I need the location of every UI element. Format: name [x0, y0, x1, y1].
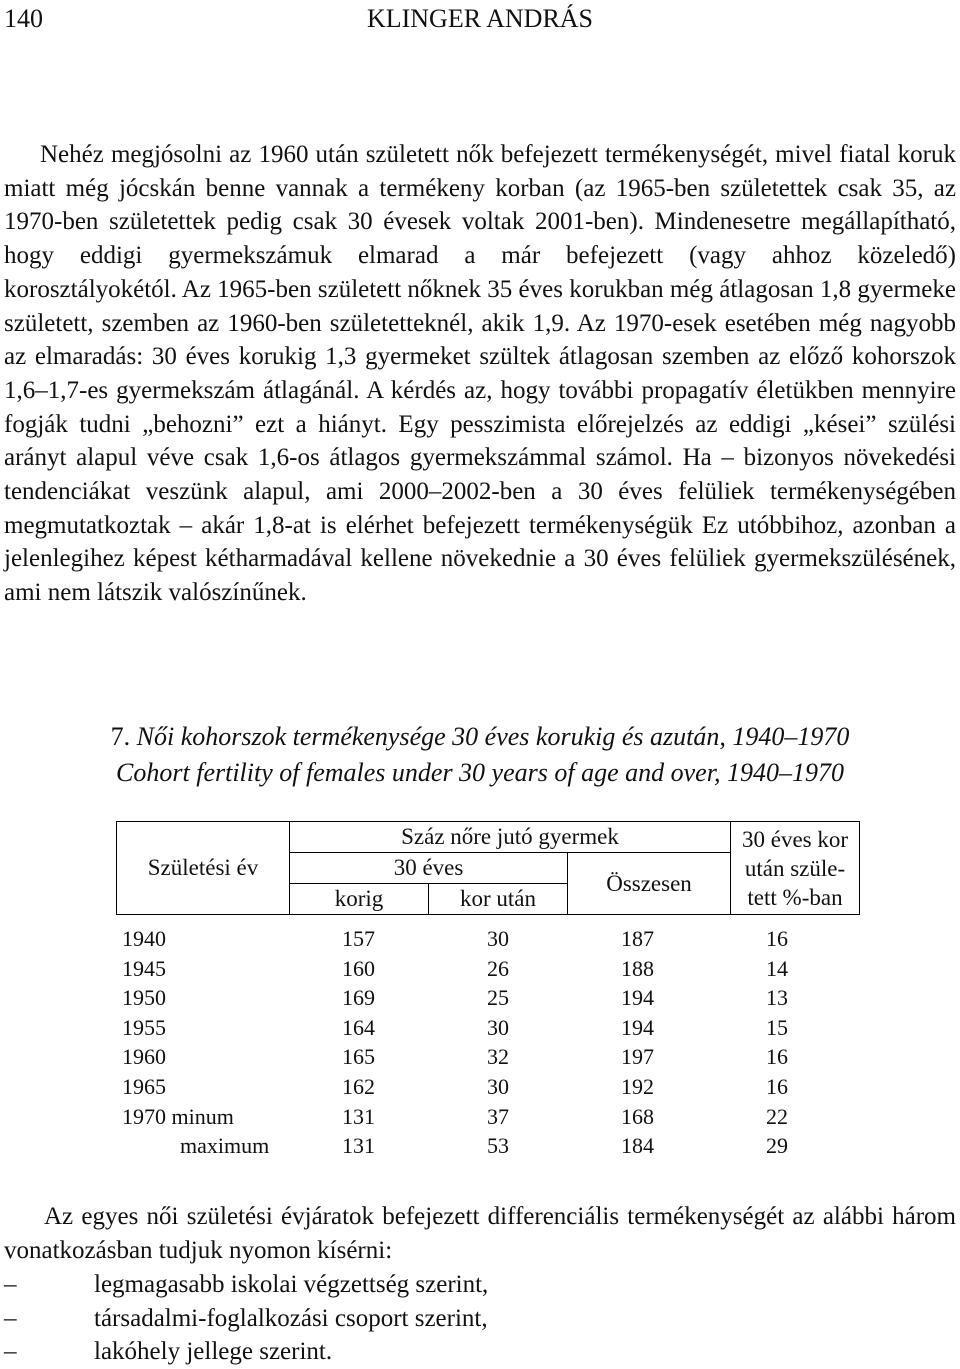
cell-after: 25	[487, 985, 509, 1011]
body-paragraph-1: Nehéz megjósolni az 1960 után született nők befejezett termékenységét, mivel fiatal koruk miatt még jócskán benne vannak a termékeny korban (az 1965-ben születettek csak 35, az 1970-ben születettek pedig csak 30 évesek voltak 2001-ben). Mindenesetre megállapítható, hogy eddigi gyermekszámuk elmarad a már befejezett (vagy ahhoz közeledő) korosztályokétól. Az 1965-ben született nőknek 35 éves korukban még átlagosan 1,8 gyermeke született, szemben az 1960-ben születetteknél, akik 1,9. Az 1970-esek esetében még nagyobb az elmaradás: 30 éves korukig 1,3 gyermeket szültek átlagosan szemben az előző kohorszok 1,6–1,7-es gyermekszám átlagánál. A kérdés az, hogy további propagatív életükben mennyire fogják tudni „behozni” ezt a hiányt. Egy pesszimista előrejelzés az eddigi „kései” szülési arányt alapul véve csak 1,6-os átlagos gyermekszámmal számol. Ha – bizonyos növekedési tendenciákat veszünk alapul, ami 2000–2002-ben a 30 éves felüliek termékenységében megmutatkoztak – akár 1,8-at is elérhet befejezett termékenységük Ez utóbbihoz, azonban a jelenlegihez képest kétharmadával kellene növekednie a 30 éves felüliek gyermekszülésének, ami nem látszik valószínűnek.	[4, 141, 956, 607]
table-body	[0, 926, 960, 1163]
cell-after: 26	[487, 955, 509, 981]
cell-pct: 15	[766, 1014, 788, 1040]
cell-year: 1960	[122, 1044, 166, 1070]
cell-total: 194	[621, 985, 654, 1011]
dash-marker: –	[4, 1304, 17, 1332]
header-pct-line-2: után szüle-	[744, 855, 846, 881]
cell-total: 194	[621, 1014, 654, 1040]
list-item-text: társadalmi-foglalkozási csoport szerint,	[94, 1304, 488, 1332]
cell-after: 30	[487, 1014, 509, 1040]
cell-pct: 13	[766, 985, 788, 1011]
table-row	[0, 1074, 960, 1104]
cell-pct: 16	[766, 1073, 788, 1099]
dash-marker: –	[4, 1271, 17, 1298]
page-header	[0, 2, 960, 38]
cell-pct: 29	[766, 1133, 788, 1159]
cell-until: 162	[342, 1073, 375, 1099]
table-row	[0, 926, 960, 956]
cell-after: 37	[487, 1103, 509, 1129]
list-item	[4, 1268, 944, 1302]
body-paragraph-2: Az egyes női születési évjáratok befejezett differenciális termékenységét az alábbi három vonatkozásban tudjuk nyomon kísérni:	[4, 1203, 956, 1264]
table-header	[116, 821, 860, 915]
table-title-en: Cohort fertility of females under 30 years of age and over, 1940–1970	[116, 758, 844, 787]
cell-pct: 16	[766, 1044, 788, 1070]
cell-total: 192	[621, 1073, 654, 1099]
table-row	[0, 1104, 960, 1134]
cell-until: 160	[342, 955, 375, 981]
table-row	[0, 985, 960, 1015]
page-number: 140	[4, 4, 43, 33]
cell-after: 30	[487, 1073, 509, 1099]
header-birth-year: Születési év	[117, 822, 290, 915]
header-pct-line-3: tett %-ban	[747, 884, 843, 910]
cell-until: 164	[342, 1014, 375, 1040]
header-age-30: 30 éves	[290, 853, 568, 884]
cell-total: 187	[621, 926, 654, 951]
cell-after: 30	[487, 926, 509, 951]
table-row	[0, 1133, 960, 1163]
cell-until: 169	[342, 985, 375, 1011]
cell-until: 165	[342, 1044, 375, 1070]
cell-year: 1950	[122, 985, 166, 1011]
cell-pct: 22	[766, 1103, 788, 1129]
cell-after: 53	[487, 1133, 509, 1159]
header-until: korig	[290, 884, 429, 915]
header-pct-after-30	[731, 822, 860, 915]
cell-pct: 14	[766, 955, 788, 981]
cell-total: 188	[621, 955, 654, 981]
running-title: KLINGER ANDRÁS	[366, 4, 594, 33]
table-row	[0, 1015, 960, 1045]
cell-year-sub: maximum	[180, 1133, 270, 1159]
header-total: Összesen	[568, 853, 731, 915]
table-title-hu: Női kohorszok termékenysége 30 éves korukig és azután, 1940–1970	[136, 722, 850, 751]
bullet-list	[4, 1268, 944, 1369]
table-row	[0, 1044, 960, 1074]
list-item	[4, 1302, 944, 1336]
header-children-per-hundred: Száz nőre jutó gyermek	[290, 822, 731, 853]
cell-until: 131	[342, 1103, 375, 1129]
cell-total: 168	[621, 1103, 654, 1129]
cell-pct: 16	[766, 926, 788, 951]
table-caption-hu	[0, 718, 960, 755]
cell-after: 32	[487, 1044, 509, 1070]
cell-year: 1945	[122, 955, 166, 981]
cell-year: 1955	[122, 1014, 166, 1040]
header-after: kor után	[429, 884, 568, 915]
cell-total: 197	[621, 1044, 654, 1070]
cell-year: 1940	[122, 926, 166, 951]
cell-year: 1970 minum	[122, 1103, 234, 1129]
header-pct-line-1: 30 éves kor	[741, 826, 849, 852]
list-item-text: lakóhely jellege szerint.	[94, 1338, 333, 1365]
cell-until: 157	[342, 926, 375, 951]
table-number: 7.	[110, 722, 131, 751]
dash-marker: –	[4, 1338, 17, 1365]
cell-total: 184	[621, 1133, 654, 1159]
table-row	[0, 956, 960, 986]
cell-year: 1965	[122, 1073, 166, 1099]
list-item	[4, 1335, 944, 1369]
list-item-text: legmagasabb iskolai végzettség szerint,	[94, 1271, 489, 1298]
cell-until: 131	[342, 1133, 375, 1159]
